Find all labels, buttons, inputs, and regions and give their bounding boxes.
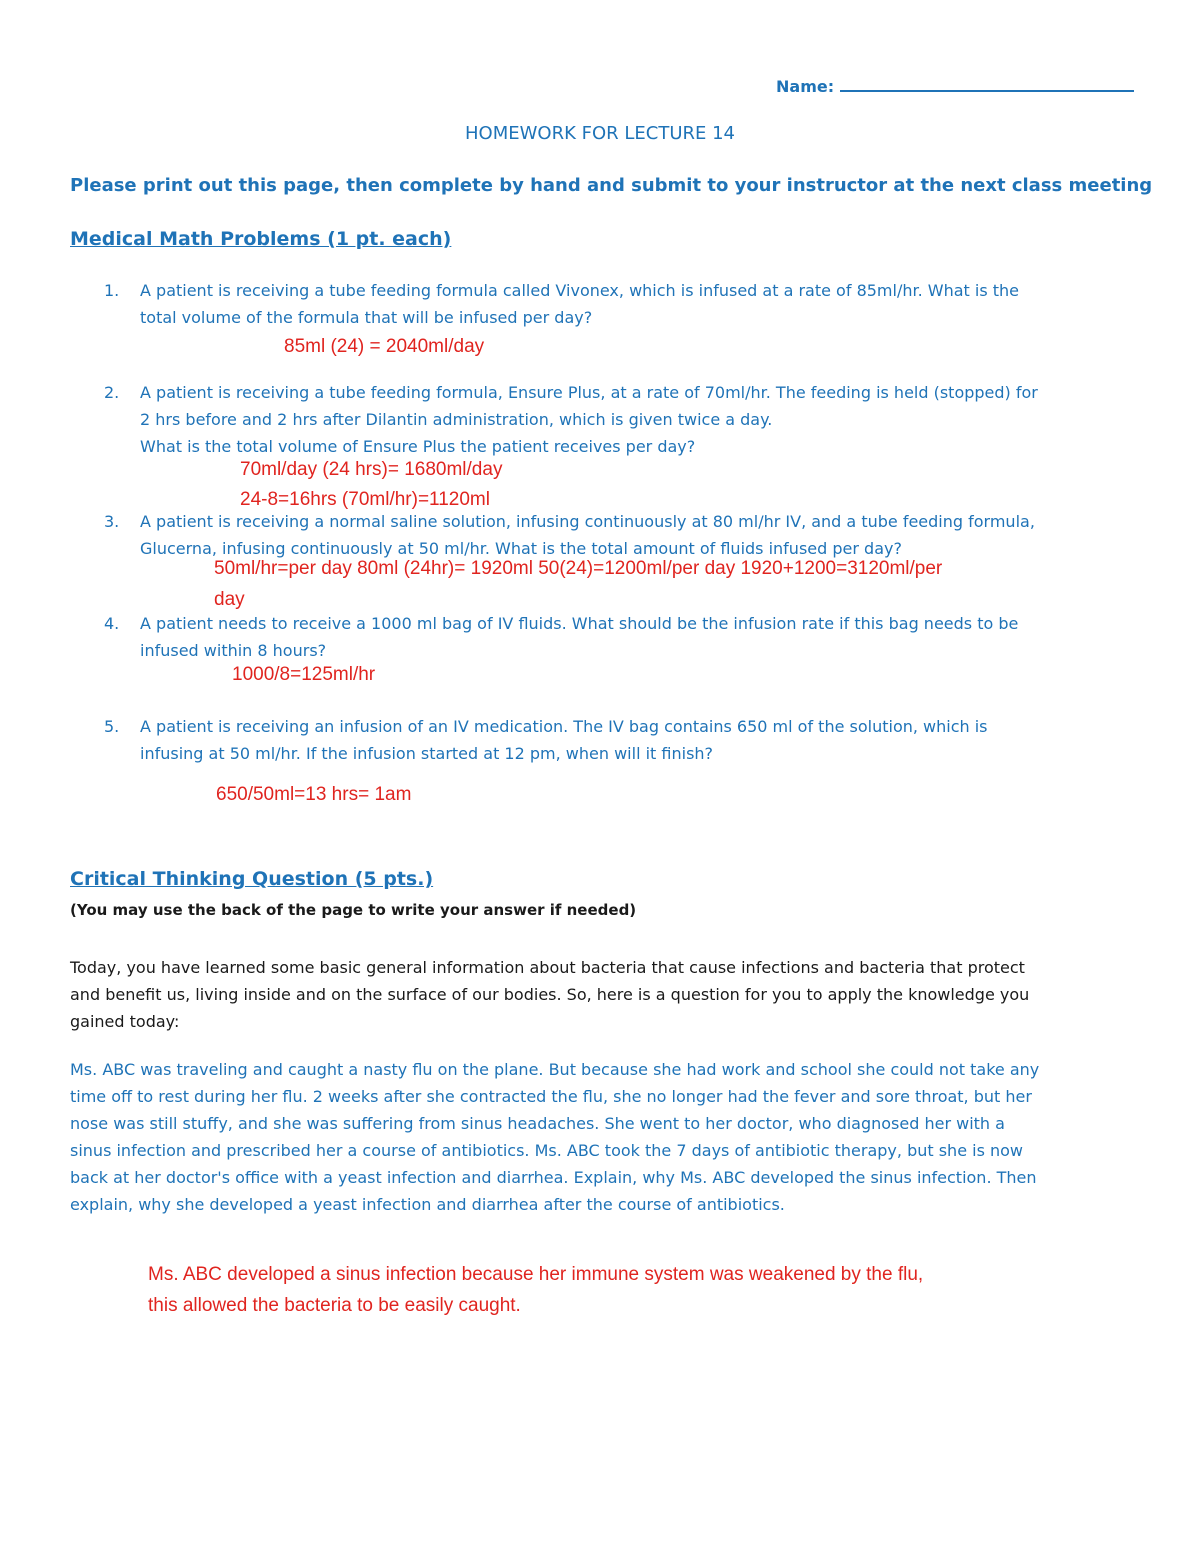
question-item bbox=[104, 379, 1104, 460]
question-item bbox=[104, 277, 1104, 331]
name-label: Name: bbox=[776, 77, 835, 96]
question-text bbox=[140, 379, 1104, 460]
question-item bbox=[104, 713, 1104, 767]
paragraph-line: gained today: bbox=[70, 1012, 180, 1031]
answer-line: Ms. ABC developed a sinus infection because her immune system was weakened by the flu, bbox=[148, 1264, 924, 1285]
question-line: A patient needs to receive a 1000 ml bag of IV fluids. What should be the infusion rate if this bag needs to be bbox=[140, 614, 1019, 633]
question-line: 2 hrs before and 2 hrs after Dilantin administration, which is given twice a day. bbox=[140, 410, 773, 429]
answer-line: this allowed the bacteria to be easily caught. bbox=[148, 1295, 521, 1316]
question-line: A patient is receiving a normal saline solution, infusing continuously at 80 ml/hr IV, and a tube feeding formula, bbox=[140, 512, 1035, 531]
question-text bbox=[140, 508, 1104, 562]
paragraph-line: and benefit us, living inside and on the surface of our bodies. So, here is a question for you to apply the knowledge you bbox=[70, 985, 1030, 1004]
question-line: infused within 8 hours? bbox=[140, 641, 327, 660]
critical-answer bbox=[148, 1259, 923, 1321]
paragraph-line: Ms. ABC was traveling and caught a nasty flu on the plane. But because she had work and school she could not take any bbox=[70, 1060, 1040, 1079]
paragraph-line: back at her doctor's office with a yeast infection and diarrhea. Explain, why Ms. ABC developed the sinus infection. Then bbox=[70, 1168, 1037, 1187]
answer-text: 70ml/day (24 hrs)= 1680ml/day bbox=[240, 459, 503, 480]
instruction-text: Please print out this page, then complete by hand and submit to your instructor at the next class meeting bbox=[70, 175, 1153, 196]
question-line: A patient is receiving a tube feeding formula, Ensure Plus, at a rate of 70ml/hr. The feeding is held (stopped) for bbox=[140, 383, 1038, 402]
question-number: 2. bbox=[104, 383, 120, 402]
question-number: 3. bbox=[104, 512, 120, 531]
question-number: 1. bbox=[104, 281, 120, 300]
question-item bbox=[104, 610, 1104, 664]
intro-paragraph bbox=[70, 954, 1150, 1035]
question-text bbox=[140, 713, 1104, 767]
question-number: 4. bbox=[104, 614, 120, 633]
scenario-paragraph bbox=[70, 1056, 1160, 1218]
paragraph-line: time off to rest during her flu. 2 weeks after she contracted the flu, she no longer had the fever and sore throat, but her bbox=[70, 1087, 1032, 1106]
critical-note: (You may use the back of the page to write your answer if needed) bbox=[70, 901, 637, 919]
paragraph-line: nose was still stuffy, and she was suffering from sinus headaches. She went to her doctor, who diagnosed her with a bbox=[70, 1114, 1005, 1133]
answer-text: 1000/8=125ml/hr bbox=[232, 664, 376, 685]
question-number: 5. bbox=[104, 717, 120, 736]
paragraph-line: explain, why she developed a yeast infection and diarrhea after the course of antibiotics. bbox=[70, 1195, 785, 1214]
answer-text: day bbox=[214, 589, 245, 610]
answer-text: 50ml/hr=per day 80ml (24hr)= 1920ml 50(24)=1200ml/per day 1920+1200=3120ml/per bbox=[214, 558, 943, 579]
page-title: HOMEWORK FOR LECTURE 14 bbox=[465, 123, 735, 144]
question-item bbox=[104, 508, 1104, 562]
question-line: infusing at 50 ml/hr. If the infusion started at 12 pm, when will it finish? bbox=[140, 744, 714, 763]
question-text bbox=[140, 610, 1104, 664]
question-text bbox=[140, 277, 1104, 331]
name-field bbox=[776, 72, 1134, 96]
answer-text: 650/50ml=13 hrs= 1am bbox=[216, 784, 412, 805]
question-line: What is the total volume of Ensure Plus the patient receives per day? bbox=[140, 437, 696, 456]
question-line: total volume of the formula that will be infused per day? bbox=[140, 308, 593, 327]
question-line: A patient is receiving a tube feeding formula called Vivonex, which is infused at a rate of 85ml/hr. What is the bbox=[140, 281, 1020, 300]
question-line: Glucerna, infusing continuously at 50 ml/hr. What is the total amount of fluids infused per day? bbox=[140, 539, 902, 558]
answer-text: 24-8=16hrs (70ml/hr)=1120ml bbox=[240, 489, 490, 510]
math-section-heading: Medical Math Problems (1 pt. each) bbox=[70, 228, 452, 250]
answer-text: 85ml (24) = 2040ml/day bbox=[284, 336, 485, 357]
paragraph-line: Today, you have learned some basic general information about bacteria that cause infections and bacteria that protect bbox=[70, 958, 1025, 977]
critical-section-heading: Critical Thinking Question (5 pts.) bbox=[70, 868, 434, 890]
paragraph-line: sinus infection and prescribed her a course of antibiotics. Ms. ABC took the 7 days of antibiotic therapy, but she is now bbox=[70, 1141, 1024, 1160]
name-blank-line bbox=[840, 72, 1134, 92]
question-line: A patient is receiving an infusion of an IV medication. The IV bag contains 650 ml of the solution, which is bbox=[140, 717, 988, 736]
